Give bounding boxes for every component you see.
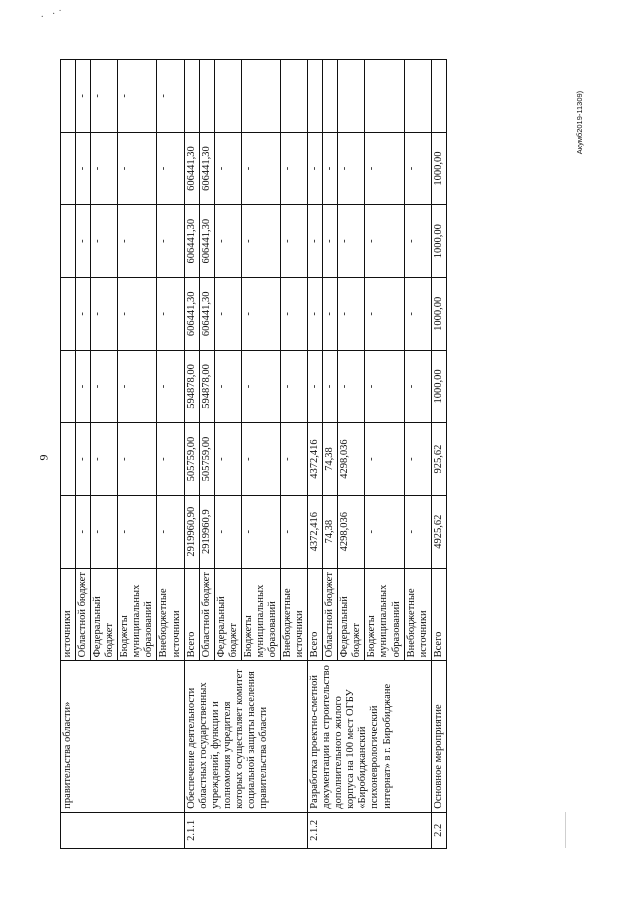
amount-cell: - (91, 350, 118, 423)
amount-cell: - (241, 132, 280, 205)
row-number-cell: 2.1.2 (308, 812, 432, 848)
amount-cell: - (214, 132, 241, 205)
funding-source-cell: Всего (184, 568, 199, 661)
amount-cell: 606441,30 (199, 132, 214, 205)
amount-cell: 1000,00 (431, 205, 446, 278)
amount-cell (431, 60, 446, 133)
amount-cell (214, 60, 241, 133)
amount-cell: - (76, 350, 91, 423)
funding-source-cell: источники (61, 568, 76, 661)
amount-cell: - (404, 350, 431, 423)
funding-source-cell: Бюджеты муниципальных образований (241, 568, 280, 661)
amount-cell (61, 277, 76, 350)
amount-cell: 4372,416 (308, 495, 323, 568)
amount-cell: - (241, 277, 280, 350)
amount-cell: 606441,30 (184, 132, 199, 205)
amount-cell: - (76, 277, 91, 350)
amount-cell: 2919960,9 (199, 495, 214, 568)
amount-cell: - (323, 350, 338, 423)
amount-cell: - (76, 132, 91, 205)
amount-cell: - (308, 350, 323, 423)
amount-cell: 1000,00 (431, 277, 446, 350)
amount-cell: - (157, 277, 184, 350)
amount-cell: - (365, 205, 404, 278)
measure-name-cell: Обеспечение деятельности областных государственных учреждений, функции и полномочия учредителя которых осуществляет комитет социальной защиты населения правительства области (184, 661, 308, 812)
amount-cell (365, 60, 404, 133)
amount-cell: - (118, 423, 157, 496)
row-number-cell: 2.1.1 (184, 812, 308, 848)
amount-cell (199, 60, 214, 133)
amount-cell: - (338, 132, 365, 205)
amount-cell (308, 60, 323, 133)
table-row (431, 60, 446, 849)
amount-cell: - (157, 495, 184, 568)
amount-cell: - (281, 495, 308, 568)
amount-cell: - (157, 423, 184, 496)
amount-cell: 1000,00 (431, 132, 446, 205)
amount-cell: - (214, 495, 241, 568)
row-number-cell (61, 812, 185, 848)
amount-cell: - (91, 132, 118, 205)
amount-cell: 74,38 (323, 423, 338, 496)
amount-cell: - (404, 495, 431, 568)
amount-cell: - (157, 350, 184, 423)
amount-cell: - (157, 205, 184, 278)
amount-cell: - (404, 132, 431, 205)
amount-cell: - (118, 132, 157, 205)
scan-corner-marks: . ·˙ (41, 9, 65, 20)
amount-cell: - (157, 132, 184, 205)
amount-cell: - (308, 205, 323, 278)
funding-source-cell: Федеральный бюджет (91, 568, 118, 661)
amount-cell: - (118, 205, 157, 278)
amount-cell: - (281, 350, 308, 423)
funding-source-cell: Внебюджетные источники (157, 568, 184, 661)
amount-cell (61, 350, 76, 423)
budget-table (60, 59, 447, 849)
amount-cell: - (404, 277, 431, 350)
funding-source-cell: Всего (431, 568, 446, 661)
amount-cell: - (214, 277, 241, 350)
amount-cell: - (365, 350, 404, 423)
amount-cell: - (91, 60, 118, 133)
amount-cell: 606441,30 (184, 205, 199, 278)
amount-cell: - (214, 350, 241, 423)
page-number: 9 (36, 454, 51, 461)
amount-cell: - (76, 60, 91, 133)
amount-cell: - (214, 423, 241, 496)
amount-cell: - (76, 423, 91, 496)
amount-cell: - (91, 495, 118, 568)
amount-cell: - (365, 423, 404, 496)
rotated-table-frame (60, 59, 600, 849)
budget-table-body (61, 60, 447, 849)
amount-cell: - (157, 60, 184, 133)
amount-cell: 594878,00 (199, 350, 214, 423)
amount-cell: - (404, 205, 431, 278)
amount-cell: - (323, 277, 338, 350)
amount-cell (241, 60, 280, 133)
funding-source-cell: Областной бюджет (323, 568, 338, 661)
measure-name-cell: Разработка проектно-сметной документации на строительство дополнительного жилого корпуса на 100 мест ОГБУ «Биробиджанский психоневрологический интернат» в г. Биробиджане (308, 661, 432, 812)
measure-name-cell: Основное мероприятие (431, 661, 446, 812)
amount-cell: - (76, 495, 91, 568)
document-code: Акумб2019-11309) (575, 90, 585, 155)
row-number-cell: 2.2 (431, 812, 446, 848)
amount-cell: 925,62 (431, 423, 446, 496)
funding-source-cell: Внебюджетные источники (404, 568, 431, 661)
amount-cell: - (91, 205, 118, 278)
amount-cell (404, 60, 431, 133)
amount-cell: - (118, 350, 157, 423)
amount-cell: - (338, 277, 365, 350)
amount-cell (61, 60, 76, 133)
amount-cell: 505759,00 (184, 423, 199, 496)
amount-cell: - (365, 495, 404, 568)
amount-cell: - (365, 277, 404, 350)
amount-cell: - (241, 205, 280, 278)
amount-cell: - (338, 205, 365, 278)
funding-source-cell: Бюджеты муниципальных образований (118, 568, 157, 661)
amount-cell: - (308, 277, 323, 350)
table-row (184, 60, 199, 849)
amount-cell (184, 60, 199, 133)
amount-cell: 2919960,90 (184, 495, 199, 568)
amount-cell: - (281, 423, 308, 496)
amount-cell (61, 132, 76, 205)
amount-cell: - (281, 132, 308, 205)
amount-cell: 74,38 (323, 495, 338, 568)
funding-source-cell: Внебюджетные источники (281, 568, 308, 661)
amount-cell: - (404, 423, 431, 496)
amount-cell: - (241, 495, 280, 568)
amount-cell: - (323, 205, 338, 278)
amount-cell: - (281, 205, 308, 278)
amount-cell: - (91, 423, 118, 496)
amount-cell: - (365, 132, 404, 205)
amount-cell: - (241, 423, 280, 496)
amount-cell (61, 423, 76, 496)
measure-name-cell: правительства области» (61, 661, 185, 812)
funding-source-cell: Бюджеты муниципальных образований (365, 568, 404, 661)
amount-cell (338, 60, 365, 133)
amount-cell: - (214, 205, 241, 278)
amount-cell: 4372,416 (308, 423, 323, 496)
amount-cell: 505759,00 (199, 423, 214, 496)
funding-source-cell: Всего (308, 568, 323, 661)
amount-cell: 4925,62 (431, 495, 446, 568)
amount-cell: - (118, 60, 157, 133)
funding-source-cell: Федеральный бюджет (214, 568, 241, 661)
amount-cell: 4298,036 (338, 423, 365, 496)
amount-cell: - (281, 277, 308, 350)
funding-source-cell: Областной бюджет (199, 568, 214, 661)
amount-cell: - (308, 132, 323, 205)
funding-source-cell: Областной бюджет (76, 568, 91, 661)
table-row (308, 60, 323, 849)
table-row (61, 60, 76, 849)
amount-cell: - (91, 277, 118, 350)
amount-cell: - (338, 350, 365, 423)
amount-cell: - (118, 277, 157, 350)
amount-cell: - (323, 132, 338, 205)
amount-cell (61, 205, 76, 278)
amount-cell (323, 60, 338, 133)
amount-cell (281, 60, 308, 133)
amount-cell: - (241, 350, 280, 423)
amount-cell: 594878,00 (184, 350, 199, 423)
amount-cell: - (118, 495, 157, 568)
amount-cell: 4298,036 (338, 495, 365, 568)
amount-cell: 606441,30 (199, 205, 214, 278)
funding-source-cell: Федеральный бюджет (338, 568, 365, 661)
amount-cell (61, 495, 76, 568)
amount-cell: - (76, 205, 91, 278)
amount-cell: 606441,30 (199, 277, 214, 350)
amount-cell: 606441,30 (184, 277, 199, 350)
amount-cell: 1000,00 (431, 350, 446, 423)
